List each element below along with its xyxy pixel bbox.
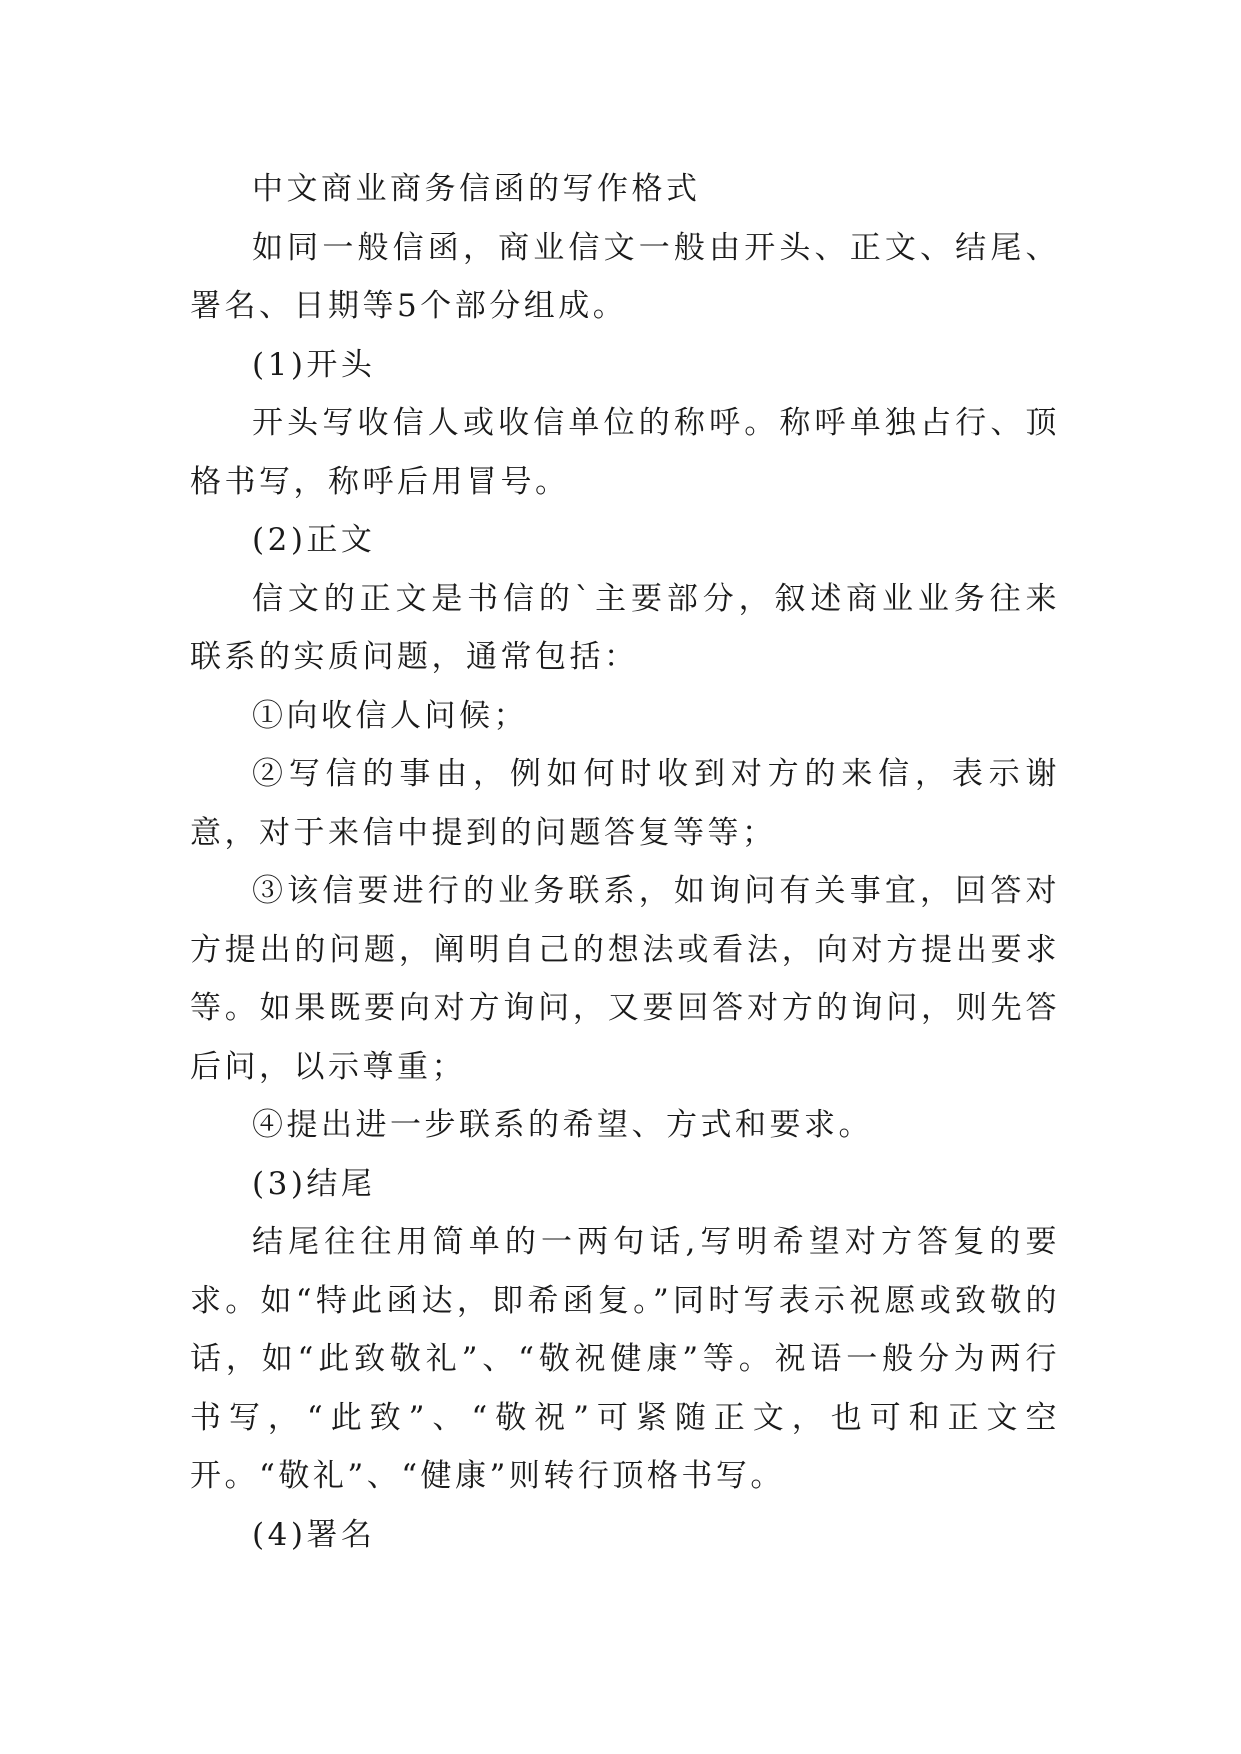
list-item-greeting: ①向收信人问候； — [252, 697, 528, 734]
document-title: 中文商业商务信函的写作格式 — [252, 171, 701, 207]
paragraph-closing: 结尾往往用简单的一两句话,写明希望对方答复的要求。如“特此函达，即希函复。”同时写表示祝愿或致敬的话，如“此致敬礼”、“敬祝健康”等。祝语一般分为两行书写，“此致”、“敬祝”可紧随正文，也可和正文空开。“敬礼”、“健康”则转行顶格书写。 — [190, 1224, 1060, 1494]
list-item-further-contact: ④提出进一步联系的希望、方式和要求。 — [252, 1107, 873, 1143]
list-item-business: ③该信要进行的业务联系，如询问有关事宜，回答对方提出的问题，阐明自己的想法或看法，向对方提出要求等。如果既要向对方询问，又要回答对方的询问，则先答后问，以示尊重； — [190, 873, 1060, 1085]
heading-opening: (1)开头 — [252, 346, 376, 383]
heading-signature: (4)署名 — [252, 1516, 376, 1553]
paragraph-body: 信文的正文是书信的`主要部分，叙述商业业务往来联系的实质问题，通常包括： — [190, 580, 1060, 675]
paragraph-opening: 开头写收信人或收信单位的称呼。称呼单独占行、顶格书写，称呼后用冒号。 — [190, 405, 1060, 500]
heading-body: (2)正文 — [252, 522, 376, 558]
heading-closing: (3)结尾 — [252, 1165, 376, 1202]
document-body — [190, 160, 1060, 1564]
paragraph-intro: 如同一般信函，商业信文一般由开头、正文、结尾、署名、日期等5个部分组成。 — [190, 229, 1060, 324]
list-item-reason: ②写信的事由，例如何时收到对方的来信，表示谢意，对于来信中提到的问题答复等等； — [190, 756, 1060, 851]
